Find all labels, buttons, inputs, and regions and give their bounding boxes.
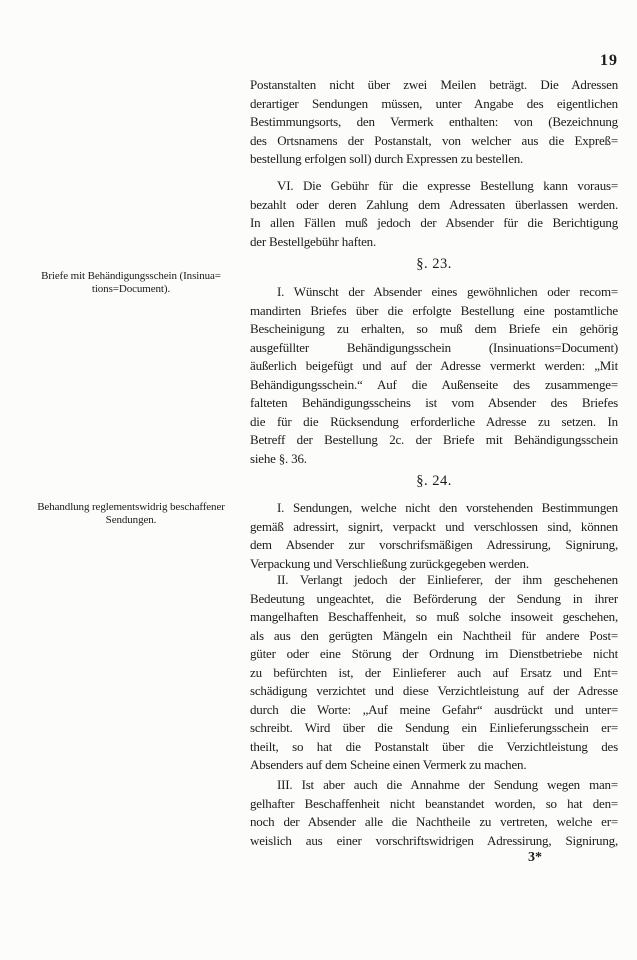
margin-note-s24: [24, 501, 238, 527]
text-line: mandirten Briefes über die erfolgte Bestellung eine postamtliche: [250, 302, 618, 318]
text-line: güter oder eine Störung der Ordnung im Dienstbetriebe nicht: [250, 646, 618, 661]
margin-note-s23: [24, 270, 238, 296]
text-line: I. Sendungen, welche nicht den vorstehenden Bestimmungen: [277, 500, 618, 515]
text-line: der Bestellgebühr haften.: [250, 233, 377, 249]
body-text-block-para-vi: [250, 177, 618, 251]
text-line: ausgefüllter Behändigungsschein (Insinuations=Document): [250, 339, 618, 355]
text-line: VI. Die Gebühr für die expresse Bestellung kann voraus=: [277, 178, 618, 193]
text-line: derartiger Sendungen müssen, unter Angabe des eigentlichen: [250, 95, 618, 111]
text-line: tions=Document).: [91, 283, 171, 295]
text-line: bestellung erfolgen soll) durch Expressen zu bestellen.: [250, 151, 524, 166]
text-line: siehe §. 36.: [250, 450, 307, 466]
text-line: mangelhaften Beschaffenheit, so muß solche insoweit geschehen,: [250, 609, 618, 624]
text-line: schreibt. Wird über die Sendung ein Einlieferungsschein er=: [250, 720, 618, 735]
text-line: Sendungen.: [105, 514, 157, 526]
section-heading-24: §. 24.: [416, 473, 452, 489]
text-line: Bestimmungsorts, den Vermerk enthalten: von (Bezeichnung: [250, 114, 618, 129]
section-heading-23: §. 23.: [416, 256, 452, 272]
text-line: gemäß adressirt, signirt, verpackt und verschlossen sind, können: [250, 518, 618, 534]
signature-mark: 3*: [528, 850, 542, 865]
body-text-block-s24-para-ii: [250, 571, 618, 775]
body-text-block-s24-para-iii: [250, 776, 618, 850]
text-line: Behändigungsschein.“ Auf die Außenseite des zusammenge=: [250, 376, 618, 392]
text-line: dem Absender zur vorschrifsmäßigen Adressirung, Signirung,: [250, 537, 618, 552]
text-line: In allen Fällen muß jedoch der Absender für die Berichtigung: [250, 215, 618, 230]
text-line: äußerlich beigefügt und auf der Adresse vermerkt werden: „Mit: [250, 358, 618, 373]
text-line: als aus den gerügten Mängeln ein Nachtheil für andere Post=: [250, 627, 618, 643]
text-line: weislich aus einer vorschriftswidrigen Adressirung, Signirung,: [250, 832, 618, 848]
text-line: bezahlt oder deren Zahlung dem Adressaten überlassen werden.: [250, 196, 618, 212]
text-line: die für die Rücksendung erforderliche Adresse zu setzen. In: [250, 413, 618, 429]
text-line: Bescheinigung zu erhalten, so muß dem Briefe ein gehörig: [250, 321, 618, 336]
text-line: zu befürchten ist, der Einlieferer auch auf Ersatz und Ent=: [250, 664, 618, 680]
text-line: des Ortsnamens der Postanstalt, von welcher aus die Expreß=: [250, 132, 618, 148]
text-line: theilt, so hat die Postanstalt über die Verzichtleistung des: [250, 738, 618, 754]
text-line: I. Wünscht der Absender eines gewöhnlichen oder recom=: [277, 284, 618, 299]
text-line: III. Ist aber auch die Annahme der Sendung wegen man=: [277, 777, 618, 792]
text-line: Betreff der Bestellung 2c. der Briefe mit Behändigungsschein: [250, 432, 618, 447]
text-line: Postanstalten nicht über zwei Meilen beträgt. Die Adressen: [250, 77, 618, 92]
body-text-block-s23-para-i: [250, 283, 618, 468]
body-text-block-s24-para-i: [250, 499, 618, 573]
page-number: 19: [600, 52, 618, 69]
text-line: falteten Behändigungsscheins ist vom Absender des Briefes: [250, 395, 618, 410]
text-line: schädigung verzichtet und diese Verzichtleistung auf der Adresse: [250, 683, 618, 698]
text-line: gelhafter Beschaffenheit nicht beanstandet worden, so hat den=: [250, 795, 618, 811]
text-line: Bedeutung ungeachtet, die Beförderung der Sendung in ihrer: [250, 590, 618, 606]
text-line: durch die Worte: „Auf meine Gefahr“ ausdrückt und unter=: [250, 701, 618, 717]
text-line: noch der Absender alle die Nachtheile zu vertreten, welche er=: [250, 814, 618, 829]
text-line: Absenders auf dem Scheine einen Vermerk zu machen.: [250, 757, 527, 772]
body-text-block-continuation: [250, 76, 618, 169]
text-line: Briefe mit Behändigungsschein (Insinua=: [41, 270, 221, 282]
text-line: II. Verlangt jedoch der Einlieferer, der ihm geschehenen: [277, 572, 618, 587]
text-line: Behandlung reglementswidrig beschaffener: [37, 501, 225, 513]
text-line: Verpackung und Verschließung zurückgegeben werden.: [250, 555, 529, 571]
